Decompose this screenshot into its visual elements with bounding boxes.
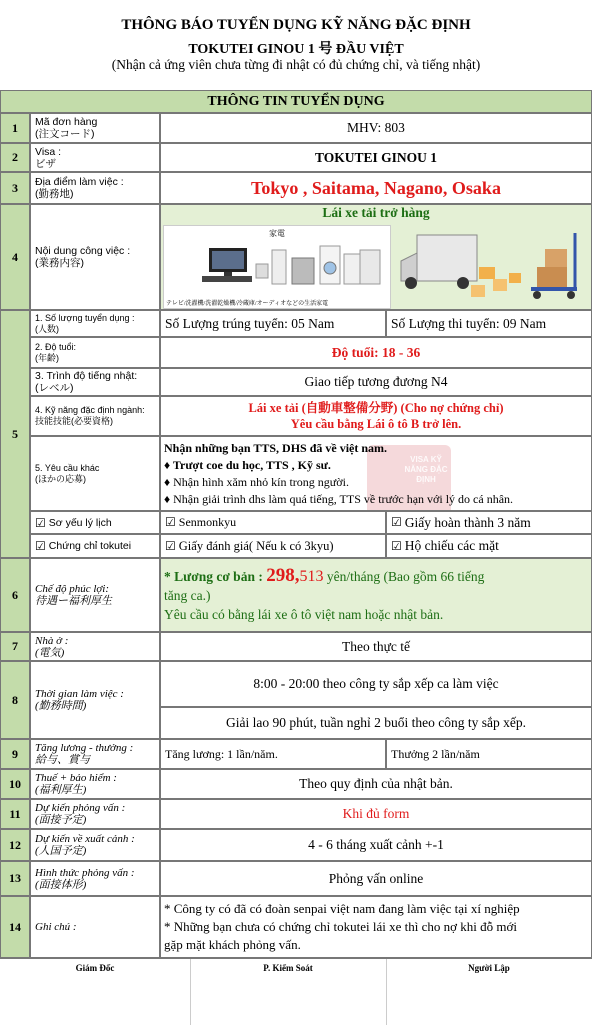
- row-number: 12: [0, 829, 30, 861]
- label-departure-plan: [30, 829, 160, 861]
- label-order-code: [30, 113, 160, 143]
- job-title: Lái xe tải trở hàng: [322, 205, 430, 220]
- value-departure-plan: 4 - 6 tháng xuất cảnh +-1: [160, 829, 592, 861]
- value-interview-plan: Khi đủ form: [160, 799, 592, 829]
- value-location: Tokyo , Saitama, Nagano, Osaka: [160, 172, 592, 204]
- requirement-line: ♦ Nhận giải trình dhs làm quá tiếng, TTS về trước hạn với lý do cá nhân.: [164, 491, 514, 506]
- checkbox-icon: ☑: [391, 538, 402, 553]
- home-appliances-image: [163, 225, 391, 309]
- doc-text: Senmonkyu: [178, 515, 237, 529]
- license-requirement: Yêu cầu có bằng lái xe ô tô việt nam hoặc nhật bản.: [164, 607, 444, 622]
- label-text: Nhà ở :: [35, 634, 69, 647]
- label-text: 1. Số lượng tuyển dụng :: [35, 312, 135, 323]
- label-housing: [30, 632, 160, 661]
- row-number: 11: [0, 799, 30, 829]
- doc-subtitle: TOKUTEI GINOU 1 号 ĐẦU VIỆT: [188, 42, 404, 57]
- label-job-content: [30, 204, 160, 310]
- skill-line: Lái xe tải (自動車整備分野) (Cho nợ chứng chỉ): [248, 401, 504, 415]
- value-raise: Tăng lương: 1 lần/năm.: [160, 739, 386, 769]
- label-text: 3. Trình độ tiếng nhật:: [35, 370, 138, 382]
- label-jp: (レベル): [35, 382, 74, 394]
- label-skill: [30, 396, 160, 436]
- label-text: Chế độ phúc lợi:: [35, 583, 109, 595]
- row-number: 1: [0, 113, 30, 143]
- doc-passport: [386, 534, 592, 558]
- checkbox-icon: ☑: [391, 515, 402, 529]
- label-text: Thuế + bảo hiểm :: [35, 772, 117, 784]
- requirement-line: ♦ Trượt coe du học, TTS , Kỹ sư.: [164, 457, 331, 472]
- salary-amount-rest: 513: [299, 568, 324, 585]
- label-text: Địa điểm làm việc :: [35, 176, 124, 188]
- row-number: 8: [0, 661, 30, 739]
- label-japanese-level: [30, 368, 160, 396]
- job-images: [161, 223, 591, 309]
- value-interview-type: Phỏng vấn online: [160, 861, 592, 896]
- label-working-hours: [30, 661, 160, 739]
- label-raise-bonus: [30, 739, 160, 769]
- row-number: 13: [0, 861, 30, 896]
- section-title: THÔNG TIN TUYỂN DỤNG: [0, 90, 592, 113]
- label-text: Nội dung công việc :: [35, 245, 131, 257]
- signature-director: Giám Đốc: [75, 963, 115, 973]
- delivery-truck-image: [397, 223, 589, 309]
- row-number: 5: [0, 310, 30, 558]
- value-break-time: Giải lao 90 phút, tuần nghỉ 2 buổi theo công ty sắp xếp.: [160, 707, 592, 739]
- label-text: Hình thức phỏng vấn :: [35, 866, 135, 879]
- doc-text: Giấy đánh giá( Nếu k có 3kyu): [178, 538, 334, 553]
- label-text: Tăng lương - thưởng :: [35, 742, 134, 754]
- value-bonus: Thưởng 2 lần/năm: [386, 739, 592, 769]
- label-jp: (ほかの応募): [35, 473, 86, 484]
- salary-unit: yên/tháng: [323, 569, 381, 584]
- label-jp: (電気): [35, 646, 65, 659]
- appliances-icon: [164, 234, 390, 304]
- label-text: Dự kiến phỏng vấn :: [35, 802, 126, 814]
- label-text: Chứng chỉ tokutei: [48, 540, 132, 552]
- signature-area: [0, 958, 592, 1024]
- salary-note: (Bao gồm 66 tiếng: [380, 569, 485, 584]
- watermark-text: VISA KỸ NĂNG ĐẶC ĐỊNH: [404, 455, 448, 484]
- value-other-requirements: [160, 436, 592, 511]
- salary-label: * Lương cơ bản :: [164, 569, 267, 584]
- label-age: [30, 337, 160, 368]
- note-line: * Những bạn chưa có chứng chỉ tokutei lái xe thì cho nợ khi đỗ mới: [164, 919, 517, 934]
- signature-control: P. Kiểm Soát: [263, 963, 313, 973]
- label-visa: [30, 143, 160, 172]
- row-number: 3: [0, 172, 30, 204]
- value-pass-count: Số Lượng trúng tuyển: 05 Nam: [160, 310, 386, 337]
- doc-text: Giấy hoàn thành 3 năm: [404, 514, 531, 530]
- label-text: Sơ yếu lý lịch: [48, 516, 112, 529]
- label-jp: (人数): [35, 323, 59, 334]
- label-jp: (福利厚生): [35, 784, 87, 796]
- label-jp: 技能技能(必要資格): [35, 416, 113, 426]
- label-text: Ghi chú :: [35, 921, 77, 933]
- requirement-line: ♦ Nhận hình xăm nhỏ kín trong người.: [164, 474, 349, 489]
- doc-evaluation: [160, 534, 386, 558]
- doc-title: THÔNG BÁO TUYỂN DỤNG KỸ NĂNG ĐẶC ĐỊNH: [121, 17, 471, 33]
- image-title: 家電: [269, 229, 285, 238]
- label-jp: ビザ: [35, 157, 56, 170]
- doc-completion-certificate: [386, 511, 592, 534]
- label-location: [30, 172, 160, 204]
- value-japanese-level: Giao tiếp tương đương N4: [160, 368, 592, 396]
- label-cv: [30, 511, 160, 534]
- value-age: Độ tuổi: 18 - 36: [160, 337, 592, 368]
- label-text: Mã đơn hàng: [35, 116, 98, 128]
- checkbox-icon: ☑: [35, 515, 46, 530]
- value-notes: [160, 896, 592, 958]
- label-jp: (面接体形): [35, 878, 87, 891]
- value-order-code: MHV: 803: [160, 113, 592, 143]
- label-jp: (人国予定): [35, 845, 87, 857]
- label-jp: (面接予定): [35, 814, 87, 826]
- label-text: 2. Độ tuổi:: [35, 341, 77, 352]
- label-jp: 給与、賞与: [35, 754, 90, 766]
- image-caption: テレビ/洗濯機/洗濯乾燥機/冷蔵庫/オーディオなどの生活家電: [166, 301, 329, 307]
- doc-text: Hộ chiếu các mặt: [404, 538, 499, 553]
- note-line: gặp mặt khách phỏng vấn.: [164, 937, 301, 952]
- document-header: [0, 0, 592, 90]
- label-text: Thời gian làm việc :: [35, 688, 124, 700]
- label-text: Visa :: [35, 145, 62, 158]
- doc-note: (Nhận cả ứng viên chưa từng đi nhật có đủ chứng chỉ, và tiếng nhật): [111, 57, 481, 72]
- truck-icon: [397, 223, 589, 309]
- salary-note-cont: tăng ca.): [164, 588, 211, 603]
- requirement-line: Nhận những bạn TTS, DHS đã về việt nam.: [164, 440, 388, 455]
- label-interview-plan: [30, 799, 160, 829]
- label-jp: 待遇ー福利厚生: [35, 595, 112, 607]
- value-tax-insurance: Theo quy định của nhật bản.: [160, 769, 592, 799]
- checkbox-icon: ☑: [165, 538, 176, 553]
- label-text: Dự kiến về xuất cảnh :: [35, 833, 135, 845]
- doc-senmonkyu: [160, 511, 386, 534]
- label-text: 5. Yêu cầu khác: [35, 462, 100, 473]
- row-number: 14: [0, 896, 30, 958]
- row-number: 7: [0, 632, 30, 661]
- label-quantity: [30, 310, 160, 337]
- label-interview-type: [30, 861, 160, 896]
- label-jp: (勤務地): [35, 188, 74, 200]
- checkbox-icon: ☑: [165, 515, 176, 529]
- checkbox-icon: ☑: [35, 539, 46, 553]
- label-other-requirements: [30, 436, 160, 511]
- row-number: 10: [0, 769, 30, 799]
- value-welfare: [160, 558, 592, 632]
- value-job-content: [160, 204, 592, 310]
- value-housing: Theo thực tế: [160, 632, 592, 661]
- value-exam-count: Số Lượng thi tuyển: 09 Nam: [386, 310, 592, 337]
- label-jp: (勤務時間): [35, 700, 87, 712]
- label-certificate: [30, 534, 160, 558]
- label-jp: (業務内容): [35, 257, 84, 269]
- note-line: * Công ty có đã có đoàn senpai việt nam đang làm việc tại xí nghiệp: [164, 901, 520, 916]
- row-number: 2: [0, 143, 30, 172]
- label-tax-insurance: [30, 769, 160, 799]
- label-jp: (年齢): [35, 352, 59, 363]
- row-number: 4: [0, 204, 30, 310]
- label-jp: (注文コード): [35, 128, 95, 140]
- row-number: 6: [0, 558, 30, 632]
- label-notes: [30, 896, 160, 958]
- row-number: 9: [0, 739, 30, 769]
- signature-preparer: Người Lập: [468, 963, 510, 973]
- label-welfare: [30, 558, 160, 632]
- skill-line: Yêu cầu bằng Lái ô tô B trở lên.: [290, 417, 462, 431]
- value-visa: TOKUTEI GINOU 1: [160, 143, 592, 172]
- label-text: 4. Kỹ năng đặc định ngành:: [35, 405, 145, 415]
- value-working-hours: 8:00 - 20:00 theo công ty sắp xếp ca làm việc: [160, 661, 592, 707]
- salary-line: [164, 566, 484, 586]
- salary-amount: 298,: [266, 565, 300, 586]
- value-skill: [160, 396, 592, 436]
